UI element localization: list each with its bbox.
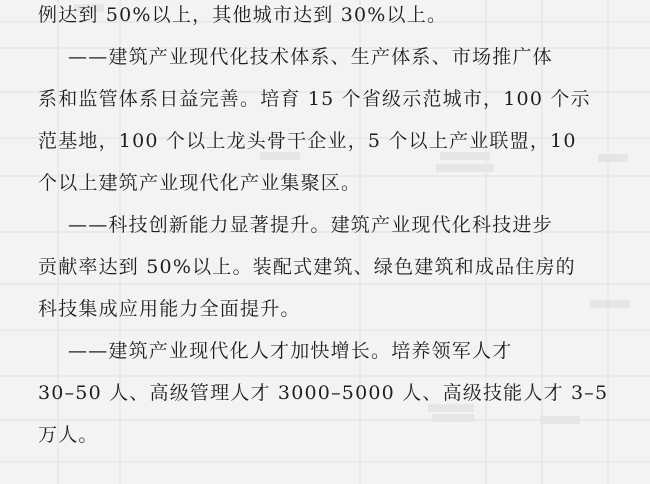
text-line-2: ——建筑产业现代化技术体系、生产体系、市场推广体 bbox=[68, 46, 553, 68]
text-line-11: 万人。 bbox=[38, 424, 99, 446]
text-line-7: 贡献率达到 50%以上。装配式建筑、绿色建筑和成品住房的 bbox=[38, 256, 576, 278]
text-line-3: 系和监管体系日益完善。培育 15 个省级示范城市，100 个示 bbox=[38, 88, 591, 110]
text-line-1: 例达到 50%以上，其他城市达到 30%以上。 bbox=[38, 4, 448, 26]
text-line-6: ——科技创新能力显著提升。建筑产业现代化科技进步 bbox=[68, 214, 553, 236]
text-line-5: 个以上建筑产业现代化产业集聚区。 bbox=[38, 172, 362, 194]
text-line-10: 30–50 人、高级管理人才 3000–5000 人、高级技能人才 3–5 bbox=[38, 382, 609, 404]
text-line-9: ——建筑产业现代化人才加快增长。培养领军人才 bbox=[68, 340, 513, 362]
text-line-4: 范基地，100 个以上龙头骨干企业，5 个以上产业联盟，10 bbox=[38, 130, 577, 152]
text-line-8: 科技集成应用能力全面提升。 bbox=[38, 298, 301, 320]
